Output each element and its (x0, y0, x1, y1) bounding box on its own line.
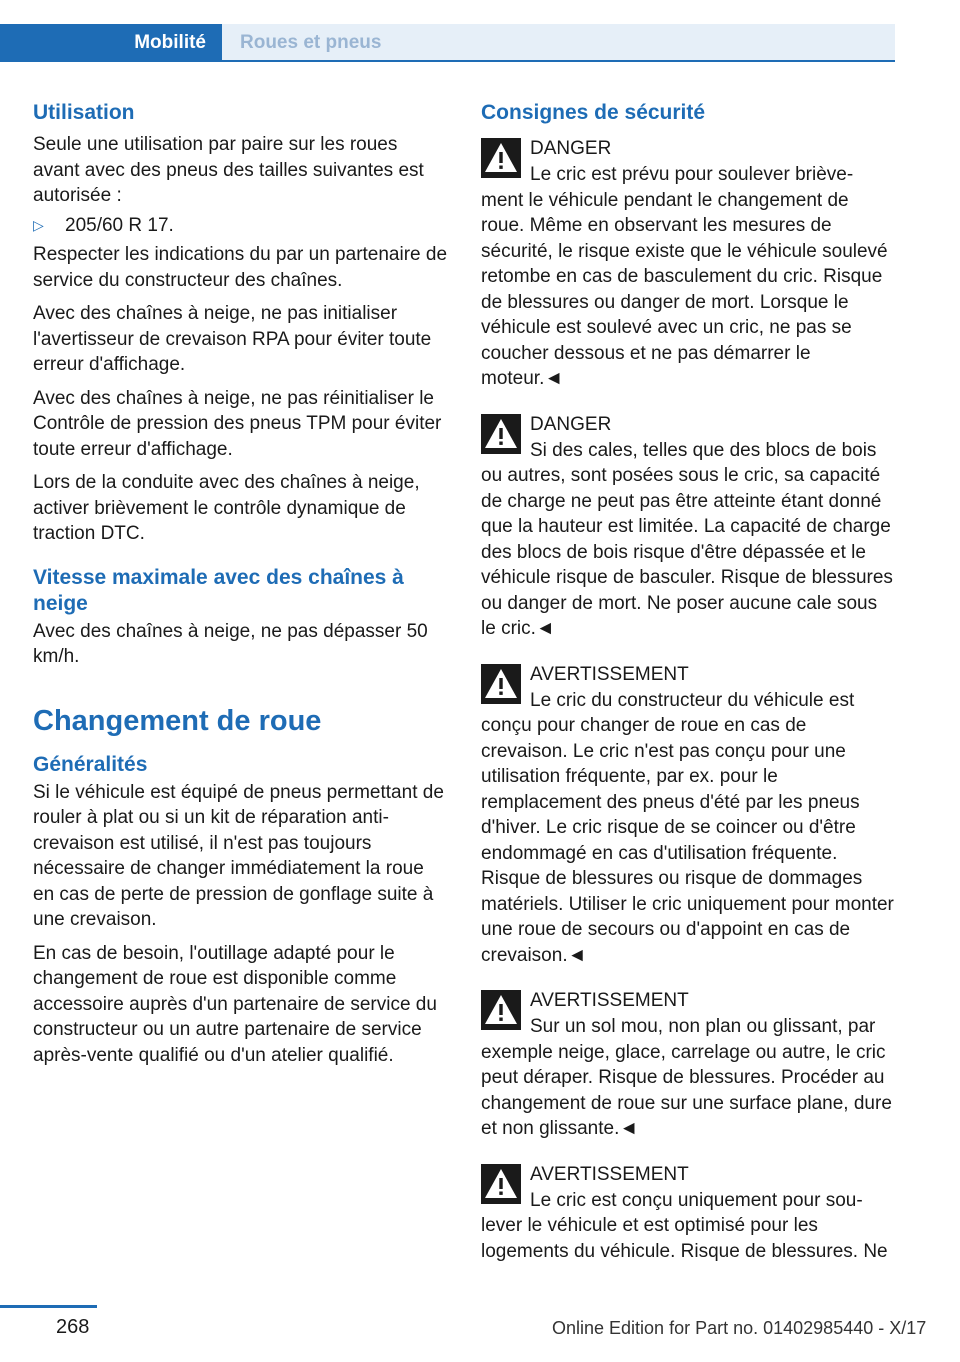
edition-info: Online Edition for Part no. 01402985440 - X/17 (552, 1318, 927, 1338)
warning-triangle-icon (481, 1164, 521, 1204)
warning-label: AVERTISSEMENT (530, 663, 689, 685)
warning-first-line: Le cric est conçu uniquement pour sou- (530, 1189, 863, 1211)
warning-block (481, 662, 896, 969)
right-column (481, 100, 896, 1264)
warning-first-line: Si des cales, telles que des blocs de bois (530, 439, 877, 461)
generalites-text-1: Si le véhicule est équipé de pneus permettant de rouler à plat ou si un kit de réparation anti-crevaison est utilisé, il n'est pas toujours nécessaire de changer immédiatement la roue en cas de perte de pression de gonflage suite à une crevaison. (33, 781, 444, 930)
utilisation-heading: Utilisation (33, 101, 135, 124)
header-divider (0, 60, 895, 62)
warning-text (481, 162, 896, 392)
utilisation-text: Seule une utilisation par paire sur les roues avant avec des pneus des tailles suivantes est autorisée : (33, 134, 424, 206)
warning-block (481, 136, 896, 392)
warning-block (481, 1162, 896, 1265)
warning-rest: ment le véhicule pendant le changement de roue. Même en observant les mesures de sécurité, le risque existe que le véhicule soulevé retombe en cas de basculement du cric. Risque de blessures ou danger de mort. Lorsque le véhicule est soulevé avec un cric, ne pas se coucher dessous et ne pas démarrer le moteur.◄ (481, 189, 888, 389)
page-header (0, 24, 895, 62)
paragraph-rpa: Avec des chaînes à neige, ne pas initialiser l'avertisseur de crevaison RPA pour éviter toute erreur d'affichage. (33, 303, 432, 375)
warning-first-line: Sur un sol mou, non plan ou glissant, par (530, 1016, 876, 1037)
vitesse-text: Avec des chaînes à neige, ne pas dépasser 50 km/h. (33, 620, 428, 667)
tab-roues-et-pneus: Roues et pneus (222, 24, 895, 61)
warning-text (481, 1188, 896, 1265)
warning-label: AVERTISSEMENT (530, 1163, 689, 1185)
warning-block (481, 412, 896, 642)
warning-text (481, 438, 896, 642)
warning-label: DANGER (530, 138, 612, 159)
footer-divider (0, 1305, 97, 1308)
warning-text (481, 1014, 896, 1142)
paragraph-dtc: Lors de la conduite avec des chaînes à neige, activer brièvement le contrôle dynamique de traction DTC. (33, 472, 420, 544)
warning-text (481, 688, 896, 969)
warning-triangle-icon (481, 138, 521, 178)
warning-rest: conçu pour changer de roue en cas de crevaison. Le cric n'est pas conçu pour une utilisation fréquente, par ex. pour le remplacement des pneus d'été par les pneus d'hiver. Le cric risque de se coincer ou d'être endommagé en cas d'utilisation fréquente. Risque de blessures ou risque de dommages matériels. Utiliser le cric uniquement pour monter une roue de secours ou d'appoint en cas de crevaison.◄ (481, 715, 894, 966)
consignes-heading: Consignes de sécurité (481, 101, 706, 124)
paragraph-tpm: Avec des chaînes à neige, ne pas réinitialiser le Contrôle de pression des pneus TPM pour éviter toute erreur d'affichage. (33, 387, 442, 460)
warning-block (481, 988, 896, 1142)
bullet-text: 205/60 R 17. (65, 214, 174, 236)
warning-triangle-icon (481, 414, 521, 454)
warning-triangle-icon (481, 664, 521, 704)
warning-triangle-icon (481, 990, 521, 1030)
changement-heading: Changement de roue (33, 704, 322, 737)
generalites-text-2: En cas de besoin, l'outillage adapté pour le changement de roue est disponible comme accessoire auprès d'un partenaire de service du constructeur ou un autre partenaire de service après-vente qualifié ou d'un atelier qualifié. (33, 942, 437, 1066)
warning-first-line: Le cric est prévu pour soulever briève- (530, 164, 854, 185)
left-column (33, 100, 448, 1068)
warning-label: DANGER (530, 413, 612, 435)
generalites-heading: Généralités (33, 752, 148, 776)
tab-mobilite: Mobilité (0, 24, 222, 61)
warning-rest: ou autres, sont posées sous le cric, sa capacité de charge ne peut pas être atteinte étant donné que la hauteur est limitée. La capacité de charge des blocs de bois risque d'être dépassée et le véhicule risque de basculer. Risque de blessures ou danger de mort. Ne poser aucune cale sous le cric.◄ (481, 465, 893, 639)
vitesse-heading: Vitesse maximale avec des chaînes à neige (33, 565, 404, 615)
bullet-triangle-icon: ▷ (33, 216, 44, 233)
page-number: 268 (56, 1316, 90, 1338)
warning-rest: lever le véhicule et est optimisé pour les logements du véhicule. Risque de blessures. Ne (481, 1215, 888, 1262)
warning-label: AVERTISSEMENT (530, 990, 689, 1011)
warning-rest: exemple neige, glace, carrelage ou autre, le cric peut déraper. Risque de blessures. Procéder au changement de roue sur une surface plane, dure et non glissante.◄ (481, 1041, 892, 1139)
warning-first-line: Le cric du constructeur du véhicule est (530, 689, 855, 711)
paragraph-chaines: Respecter les indications du par un partenaire de service du constructeur des chaînes. (33, 244, 448, 291)
bullet-item (33, 213, 448, 239)
